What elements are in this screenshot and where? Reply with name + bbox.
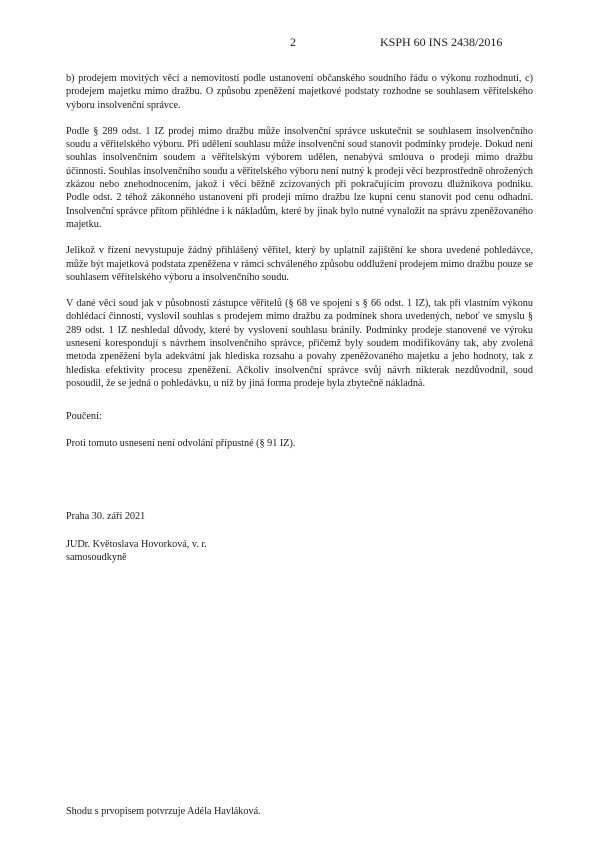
page-header — [0, 35, 599, 51]
paragraph-4: V dané věci soud jak v působnosti zástupce věřitelů (§ 68 ve spojení s § 66 odst. 1 IZ), tak při vlastním výkonu dohlédací činnosti, vyslovil souhlas s prodejem mimo dražbu za podmínek shora uvedených, neboť ve smyslu § 289 odst. 1 IZ neshledal důvody, které by vyslovení souhlasu bránily. Podmínky prodeje stanovené ve výroku usnesení korespondují s návrhem insolvenčního správce, přičemž byly soudem modifikovány tak, aby zvolená metoda zpeněžení byla adekvátní jak hlediska rozsahu a povahy zpeněžovaného majetku a jeho hodnoty, tak z hlediska efektivity procesu zpeněžení. Ačkoliv insolvenční správce svůj návrh nikterak nezdůvodnil, soud posoudil, že se jedná o pohledávku, u níž by jiná forma prodeje byla zbytečně nákladná. — [66, 298, 533, 389]
instruction-text: Proti tomuto usnesení není odvolání přípustné (§ 91 IZ). — [66, 437, 296, 449]
paragraph-2: Podle § 289 odst. 1 IZ prodej mimo dražbu může insolvenční správce uskutečnit se souhlasem insolvenčního soudu a věřitelského výboru. Při udělení souhlasu může insolvenční soud stanovit podmínky prodeje. Dokud není souhlas insolvenčním soudem a věřitelským výborem udělen, nenabývá smlouva o prodeji mimo dražbu účinnosti. Souhlas insolvenčního soudu a věřitelského výboru není nutný k prodeji věcí bezprostředně ohrožených zkázou nebo znehodnocením, jakož i věcí běžně zcizovaných při pokračujícím provozu dlužníkova podniku. Podle odst. 2 téhož zákonného ustanovení při prodeji mimo dražbu lze kupní cenu stanovit pod cenu odhadní. Insolvenční správce přitom přihlédne i k nákladům, které by jinak bylo nutné vynaložit na správu zpeněžovaného majetku. — [66, 125, 533, 230]
paragraph-3: Jelikož v řízení nevystupuje žádný přihlášený věřitel, který by uplatnil zajištění ke shora uvedené pohledávce, může být majetková podstata zpeněžena v rámci schváleného způsobu oddlužení prodejem mimo dražbu pouze se souhlasem věřitelského výboru a insolvenčního soudu. — [66, 245, 533, 283]
signature-block — [66, 538, 207, 565]
page-number: 2 — [290, 35, 296, 49]
paragraph-1: b) prodejem movitých věcí a nemovitostí podle ustanovení občanského soudního řádu o výkonu rozhodnutí, c) prodejem majetku mimo dražbu. O způsobu zpeněžení majetkové podstaty rozhodne se souhlasem věřitelského výboru insolvenční správce. — [66, 73, 533, 111]
date-line: Praha 30. září 2021 — [66, 511, 146, 522]
instruction-block — [66, 410, 533, 450]
signature-name: JUDr. Květoslava Hovorková, v. r. — [66, 539, 207, 550]
case-reference: KSPH 60 INS 2438/2016 — [380, 35, 503, 49]
document-body — [66, 72, 533, 463]
instruction-title: Poučení: — [66, 411, 102, 423]
footer-confirmation: Shodu s prvopisem potvrzuje Adéla Havláková. — [66, 806, 261, 817]
signature-role: samosoudkyně — [66, 552, 127, 564]
